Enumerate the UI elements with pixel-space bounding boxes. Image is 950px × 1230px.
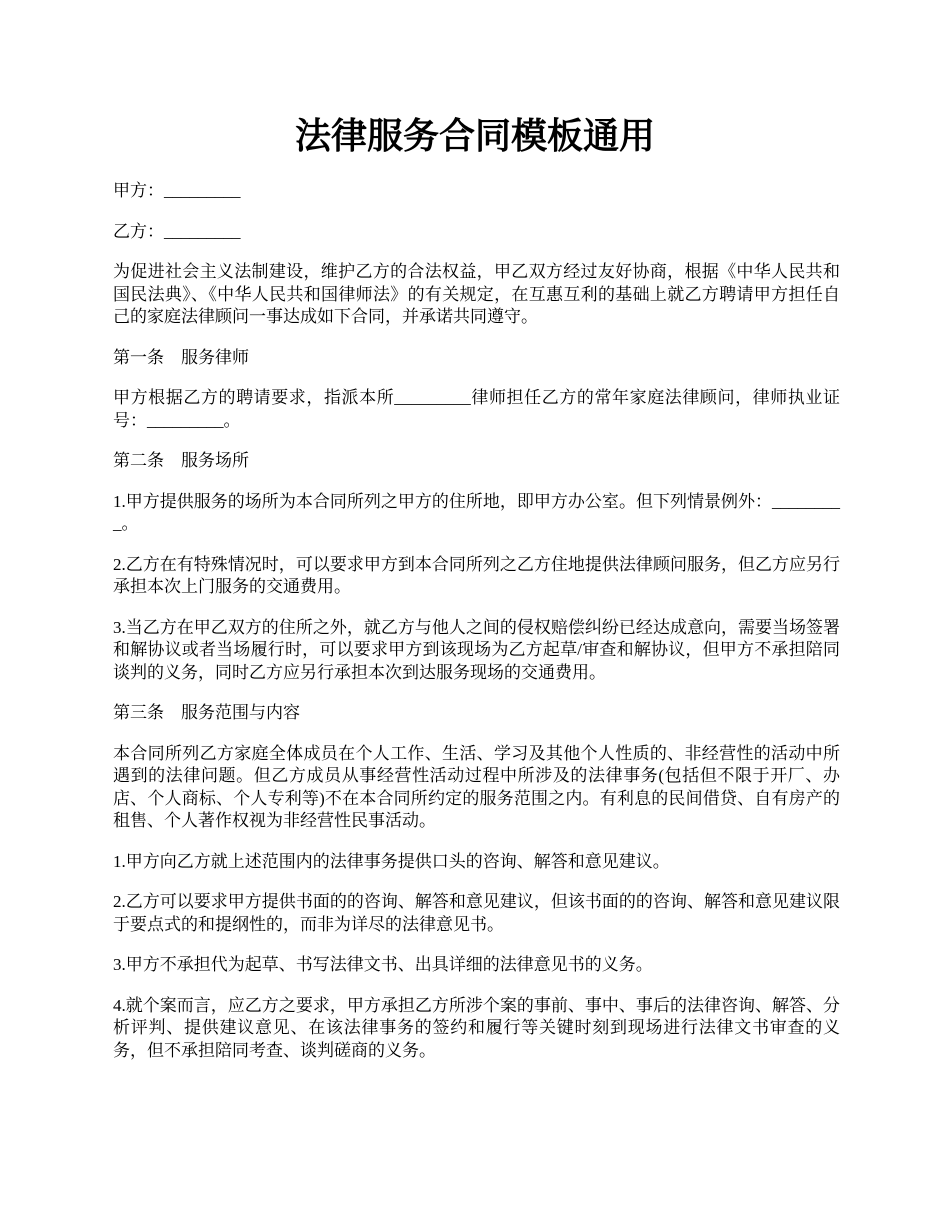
party-b-label: 乙方： [113, 221, 164, 241]
article1-text-c: 。 [223, 410, 241, 430]
article1-text-b: 律师担任乙方的常年家庭法律顾问，律师执业证号： [113, 388, 840, 430]
document-title: 法律服务合同模板通用 [294, 116, 655, 156]
article1-text-a: 甲方根据乙方的聘请要求，指派本所 [113, 388, 395, 407]
article2-heading: 第二条 服务场所 [113, 451, 249, 470]
article3-heading: 第三条 服务范围与内容 [113, 703, 300, 722]
document-body [113, 180, 840, 1080]
article1-heading: 第一条 服务律师 [113, 347, 249, 367]
article2-item1-end: 。 [121, 514, 139, 533]
party-a-blank: _________ [164, 181, 241, 200]
article2-item1 [113, 491, 840, 536]
article2-item1-blank: _________ [113, 491, 840, 533]
article2-item3: 3.当乙方在甲乙双方的住所之外，就乙方与他人之间的侵权赔偿纠纷已经达成意向，需要当场签署和解协议或者当场履行时，可以要求甲方到该现场为乙方起草/审查和解协议，但甲方不承担陪同谈判的义务，同时乙方应另行承担本次到达服务现场的交通费用。 [113, 617, 840, 682]
preamble-paragraph: 为促进社会主义法制建设，维护乙方的合法权益，甲乙双方经过友好协商，根据《中华人民共和国民法典》、《中华人民共和国律师法》的有关规定，在互惠互利的基础上就乙方聘请甲方担任自己的家庭法律顾问一事达成如下合同，并承诺共同遵守。 [113, 262, 840, 326]
article1-lawyer-blank: _________ [394, 388, 471, 407]
party-a-line [113, 180, 840, 203]
article3-item1: 1.甲方向乙方就上述范围内的法律事务提供口头的咨询、解答和意见建议。 [113, 851, 670, 871]
article3-item4: 4.就个案而言，应乙方之要求，甲方承担乙方所涉个案的事前、事中、事后的法律咨询、解答、分析评判、提供建议意见、在该法律事务的签约和履行等关键时刻到现场进行法律文书审查的义务，但不承担陪同考查、谈判磋商的义务。 [113, 995, 840, 1060]
article1-paragraph [113, 387, 840, 432]
party-a-label: 甲方： [113, 181, 164, 200]
article1-license-blank: _________ [147, 410, 224, 430]
article2-item2: 2.乙方在有特殊情况时，可以要求甲方到本合同所列之乙方住地提供法律顾问服务，但乙方应另行承担本次上门服务的交通费用。 [113, 554, 840, 596]
article3-item2: 2.乙方可以要求甲方提供书面的的咨询、解答和意见建议，但该书面的的咨询、解答和意见建议限于要点式的和提纲性的，而非为详尽的法律意见书。 [113, 892, 840, 934]
article3-item3: 3.甲方不承担代为起草、书写法律文书、出具详细的法律意见书的义务。 [113, 955, 653, 974]
article2-item1-text: 1.甲方提供服务的场所为本合同所列之甲方的住所地，即甲方办公室。但下列情景例外： [113, 491, 772, 511]
article3-intro: 本合同所列乙方家庭全体成员在个人工作、生活、学习及其他个人性质的、非经营性的活动中所遇到的法律问题。但乙方成员从事经营性活动过程中所涉及的法律事务(包括但不限于开厂、办店、个人商标、个人专利等)不在本合同所约定的服务范围之内。有利息的民间借贷、自有房产的租售、个人著作权视为非经营性民事活动。 [113, 743, 840, 830]
party-b-line [113, 221, 840, 244]
party-b-blank: _________ [164, 221, 241, 241]
